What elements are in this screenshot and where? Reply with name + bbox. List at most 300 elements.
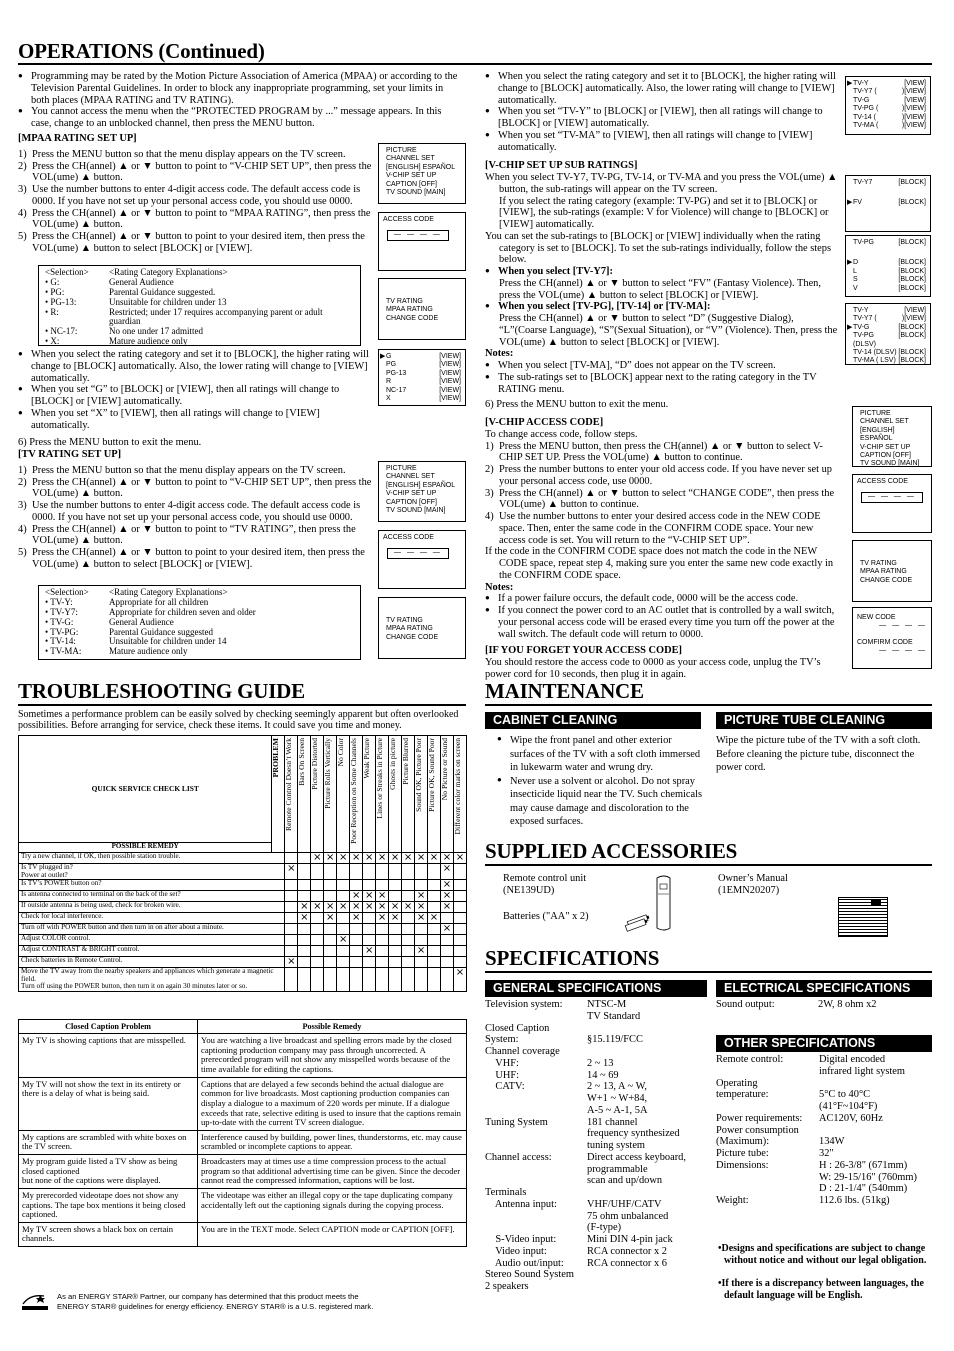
empty-cell — [376, 946, 389, 957]
remedy-text: Adjust CONTRAST & BRIGHT control. — [19, 946, 285, 957]
rating-status: [VIEW] — [904, 307, 926, 314]
picture-tube-bar: PICTURE TUBE CLEANING — [716, 712, 932, 729]
remedy-row — [19, 935, 467, 946]
new-code-dashes: — — — — — [879, 622, 927, 630]
step-number: 4) — [18, 523, 27, 535]
step-number: 1) — [485, 440, 494, 452]
check-mark-icon: × — [350, 913, 363, 924]
check-mark-icon: × — [453, 968, 466, 992]
empty-cell — [415, 968, 428, 992]
cabinet-cleaning-bar: CABINET CLEANING — [485, 712, 701, 729]
check-mark-icon: × — [350, 891, 363, 902]
check-mark-icon: × — [402, 853, 415, 864]
cc-problem: My TV screen shows a black box on certain channels. — [19, 1222, 198, 1246]
empty-cell — [311, 946, 324, 957]
empty-cell — [298, 880, 311, 891]
rating-name: TV-Y — [853, 80, 869, 87]
empty-cell — [428, 891, 441, 902]
cc-header-remedy: Possible Remedy — [198, 1020, 467, 1034]
empty-cell — [389, 880, 402, 891]
step-text: Press the CH(annel) ▲ or ▼ button to point to “MPAA RATING”, then press the VOL(ume) ▲ button. — [32, 207, 371, 231]
remedy-row — [19, 891, 467, 902]
access-code-dashes: — — — — — [387, 230, 449, 240]
rating-name: R — [386, 378, 392, 386]
check-mark-icon: × — [350, 902, 363, 913]
problem-column-header — [298, 736, 311, 853]
rating-status: [BLOCK] — [898, 323, 926, 331]
step-number: 4) — [18, 207, 27, 219]
empty-cell — [428, 968, 441, 992]
empty-cell — [285, 853, 298, 864]
empty-cell — [415, 880, 428, 891]
rating-status: )[VIEW] — [901, 105, 926, 113]
selection-code: • TV-MA: — [45, 646, 82, 657]
empty-cell — [389, 957, 402, 968]
remedy-text: Try a new channel, if OK, then possible station trouble. — [19, 853, 285, 864]
step-4 — [485, 511, 839, 546]
rating-line — [850, 307, 926, 315]
empty-cell — [324, 946, 337, 957]
cc-remedy: Interference caused by building, power lines, thunderstorms, etc. may cause scrambled or incomplete captions to appear. — [198, 1130, 467, 1154]
selection-code: • PG: — [45, 286, 65, 297]
problem-column-header — [363, 736, 376, 853]
menu-line: CAPTION [OFF] — [860, 451, 911, 459]
rating-status: [BLOCK] — [898, 348, 926, 356]
problem-name: Ghosts in picture — [388, 738, 398, 790]
cc-problem: My captions are scrambled with white boxes on the TV screen. — [19, 1130, 198, 1154]
check-mark-icon: × — [376, 891, 389, 902]
menu-line: PICTURE — [860, 410, 891, 417]
spec-value: RCA connector x 6 — [587, 1257, 667, 1269]
accessories-rule — [485, 864, 932, 866]
problem-name: Picture Rolls Vertically — [323, 738, 333, 809]
rating-status: [VIEW] — [904, 96, 926, 104]
check-mark-icon: × — [363, 891, 376, 902]
cc-problem: My program guide listed a TV show as being closed captioned but none of the captions were displayed. — [19, 1155, 198, 1189]
problem-name: Different color marks on screen — [452, 738, 462, 835]
step-5 — [18, 547, 374, 571]
rating-line — [380, 353, 461, 361]
remedy-text: Turn off with POWER button and then turn in on after about a minute. — [19, 924, 285, 935]
rating-status: [BLOCK] — [898, 276, 926, 284]
check-mark-icon: × — [453, 853, 466, 864]
empty-cell — [402, 913, 415, 924]
bullet-item: ● If a power failure occurs, the default code, 0000 will be the access code. — [485, 593, 839, 605]
spec-row — [485, 1269, 710, 1293]
problem-header — [272, 736, 285, 853]
problem-label: PROBLEM — [271, 738, 281, 778]
check-mark-icon: × — [324, 853, 337, 864]
rating-status: [BLOCK] — [898, 259, 926, 267]
manual-code: (1EMN20207) — [718, 885, 780, 896]
pointer-icon: ▶ — [847, 259, 853, 267]
empty-cell — [298, 957, 311, 968]
step-3 — [485, 488, 839, 512]
rating-name: PG — [386, 361, 397, 369]
specs-note-1: •Designs and specifications are subject to change without notice and without our legal obligation. — [718, 1243, 927, 1266]
empty-cell — [350, 880, 363, 891]
rating-name: TV-Y7 ( — [853, 315, 877, 323]
cabinet-cleaning-list — [497, 734, 703, 829]
empty-cell — [324, 891, 337, 902]
sub-ratings-p1: When you select TV-Y7, TV-PG, TV-14, or TV-MA and you press the VOL(ume) ▲ button, the sub-ratings will appear on the TV screen. — [485, 172, 838, 195]
step-5 — [18, 231, 374, 255]
step-4 — [18, 208, 374, 232]
troubleshooting-rule — [18, 704, 466, 706]
remedy-text: Check batteries in Remote Control. — [19, 957, 285, 968]
rating-line — [850, 276, 926, 284]
rating-line — [847, 80, 926, 88]
empty-cell — [428, 902, 441, 913]
empty-cell — [389, 864, 402, 880]
accessories-title: SUPPLIED ACCESSORIES — [485, 839, 738, 863]
right-exit-step: 6) Press the MENU button to exit the menu. — [485, 399, 669, 411]
rating-line — [847, 259, 926, 267]
other-specs-list — [716, 1054, 932, 1207]
selection-explanation: Unsuitable for children under 14 — [109, 636, 227, 647]
rating-name: TV-Y — [853, 307, 869, 314]
empty-cell — [389, 924, 402, 935]
empty-cell — [311, 968, 324, 992]
check-mark-icon: × — [298, 913, 311, 924]
spec-label: S-Video input: — [485, 1234, 557, 1245]
step-text: Press the MENU button so that the menu display appears on the TV screen. — [32, 148, 346, 160]
check-mark-icon: × — [402, 902, 415, 913]
step-number: 5) — [18, 231, 27, 242]
problem-name: Poor Reception on Some Channels — [349, 738, 359, 844]
selection-explanation: Mature audience only — [109, 336, 188, 347]
bullet-item: ● When you select the rating category and set it to [BLOCK], the higher rating will change to [BLOCK] automatically. Also, the lower rating will change to [VIEW] automatically. — [485, 71, 839, 106]
rating-name: TV-14 ( — [853, 113, 876, 121]
rating-name: PG-13 — [386, 369, 407, 377]
empty-cell — [389, 968, 402, 992]
empty-cell — [363, 913, 376, 924]
menu-line: CHANNEL SET — [386, 473, 435, 481]
selection-code: • TV-Y: — [45, 596, 73, 607]
step-1 — [485, 441, 839, 465]
rating-status: [BLOCK] — [898, 199, 926, 207]
rating-status: [BLOCK] — [898, 332, 926, 340]
mpaa-list-screen — [378, 349, 466, 406]
rating-name: L — [853, 267, 857, 275]
problem-column-header — [428, 736, 441, 853]
notes-label-2: Notes: — [485, 581, 514, 593]
rating-name: FV — [853, 199, 862, 207]
bullet-item: ● When you set “TV-Y” to [BLOCK] or [VIEW], then all ratings will change to [BLOCK] or [VIEW] automatically. — [485, 106, 839, 130]
problem-column-header — [311, 736, 324, 853]
rating-name: TV-14 (DLSV) — [853, 348, 897, 356]
rating-name: TV-MA ( — [853, 121, 879, 129]
spec-value: 112.6 lbs. (51kg) — [819, 1195, 890, 1206]
problem-column-header — [337, 736, 350, 853]
rating-status: [VIEW] — [439, 353, 461, 360]
pointer-icon: ▶ — [847, 323, 853, 331]
cc-row — [19, 1130, 467, 1154]
rating-line — [850, 88, 926, 96]
y7-text: Press the CH(annel) ▲ or ▼ button to select “FV” (Fantasy Violence). Then, press the VOL(ume) ▲ button to select [BLOCK] or [VIEW]. — [499, 277, 821, 301]
empty-cell — [428, 880, 441, 891]
check-mark-icon: × — [350, 853, 363, 864]
check-mark-icon: × — [337, 853, 350, 864]
empty-cell — [298, 891, 311, 902]
sub-ratings-heading: [V-CHIP SET UP SUB RATINGS] — [485, 160, 638, 172]
spec-label: CATV: — [485, 1081, 525, 1093]
energy-star-logo — [20, 1292, 50, 1312]
rating-name: TV-PG — [853, 239, 875, 246]
pointer-icon: ▶ — [847, 199, 853, 207]
mpaa-steps — [18, 149, 374, 255]
empty-cell — [428, 957, 441, 968]
rating-status: [VIEW] — [439, 378, 461, 386]
spec-label: Tuning System — [485, 1116, 548, 1128]
spec-label: Sound output: — [716, 999, 775, 1010]
menu-line: [ENGLISH] ESPAÑOL — [386, 163, 456, 171]
empty-cell — [337, 957, 350, 968]
menu-line: [ENGLISH] ESPAÑOL — [386, 481, 456, 489]
check-mark-icon: × — [363, 902, 376, 913]
electrical-specs-bar: ELECTRICAL SPECIFICATIONS — [716, 980, 932, 997]
selection-code: • R: — [45, 306, 59, 317]
check-mark-icon: × — [415, 891, 428, 902]
bullet-item: ● The sub-ratings set to [BLOCK] appear next to the rating category in the TV RATING menu. — [485, 372, 839, 396]
empty-cell — [376, 864, 389, 880]
spacer — [857, 544, 927, 560]
cc-header-problem: Closed Caption Problem — [19, 1020, 198, 1034]
spec-label: Television system: — [485, 999, 563, 1010]
spec-label: VHF: — [485, 1057, 519, 1069]
tv-rating-section — [18, 449, 374, 571]
closed-caption-table — [18, 1019, 467, 1247]
empty-cell — [402, 968, 415, 992]
spec-label: Dimensions: — [716, 1159, 769, 1171]
vchip-screen-code — [852, 540, 932, 602]
empty-cell — [285, 902, 298, 913]
selection-row — [45, 647, 354, 657]
pg-heading: ● When you select [TV-PG], [TV-14] or [TV-MA]: — [485, 301, 839, 313]
empty-cell — [337, 891, 350, 902]
other-specs-bar: OTHER SPECIFICATIONS — [716, 1035, 932, 1052]
empty-cell — [453, 864, 466, 880]
explanation-header: <Rating Category Explanations> — [109, 267, 228, 277]
tv-selection-table — [38, 585, 361, 660]
rating-name: G — [386, 353, 392, 360]
cc-row — [19, 1034, 467, 1078]
spec-value: 2 ~ 13 — [587, 1057, 614, 1069]
check-mark-icon: × — [285, 864, 298, 880]
spec-row — [485, 1058, 710, 1070]
vchip-line: MPAA RATING — [386, 625, 433, 633]
empty-cell — [415, 864, 428, 880]
step-2 — [485, 464, 839, 488]
spec-label: Closed Caption System: — [485, 1022, 550, 1046]
check-mark-icon: × — [363, 946, 376, 957]
intro-bullet-2: ● You cannot access the menu when the “PROTECTED PROGRAM by ...” message appears. In this case, change to an unblocked channel, then press the MENU button. — [18, 106, 462, 130]
rating-name: TV-G — [853, 96, 870, 104]
menu-screen — [378, 143, 466, 204]
tv-block-screen — [845, 303, 931, 365]
vchip-line: MPAA RATING — [860, 568, 907, 576]
step-number: 2) — [485, 464, 494, 475]
access-code-screen — [378, 212, 466, 271]
spec-value: AC120V, 60Hz — [819, 1112, 883, 1124]
spec-label: Picture tube: — [716, 1148, 769, 1159]
spacer — [383, 282, 461, 298]
empty-cell — [376, 924, 389, 935]
check-mark-icon: × — [440, 902, 453, 913]
rating-status: )[VIEW] — [901, 88, 926, 96]
spec-row — [485, 1070, 710, 1082]
remote-batteries-icon — [624, 874, 684, 936]
cc-remedy: Captions that are delayed a few seconds behind the actual dialogue are common for live broadcasts. Most captioning production companies can display a dialogue to a maximum of 220 words per minute. If a dialogue exceeds that rate, selective editing is used to insure that the captions remain up-to-date with the current TV screen dialogue. — [198, 1077, 467, 1130]
empty-cell — [298, 924, 311, 935]
remedy-row — [19, 913, 467, 924]
access-code-label: ACCESS CODE — [857, 478, 908, 485]
bullet-item: ● Wipe the front panel and other exterior surfaces of the TV with a soft cloth immersed in lukewarm water and wrung dry. — [497, 734, 703, 775]
spec-row — [485, 1199, 710, 1234]
empty-cell — [440, 957, 453, 968]
spec-label: Power consumption (Maximum): — [716, 1124, 799, 1148]
selection-explanation: General Audience — [109, 616, 174, 627]
empty-cell — [389, 935, 402, 946]
confirm-code-dashes: — — — — — [879, 647, 927, 655]
step-2 — [18, 477, 374, 501]
access-code-dashes: — — — — — [387, 548, 449, 558]
rating-line — [383, 395, 461, 403]
step-number: 3) — [18, 500, 27, 511]
y7-heading: ● When you select [TV-Y7]: — [485, 266, 839, 278]
vchip-line: TV RATING — [860, 560, 897, 567]
maintenance-title: MAINTENANCE — [485, 679, 644, 703]
spec-value: Mini DIN 4-pin jack — [587, 1234, 673, 1245]
specs-note-2: •If there is a discrepancy between languages, the default language will be English. — [718, 1278, 924, 1301]
vchip-line: CHANGE CODE — [386, 633, 439, 641]
spec-row — [716, 999, 932, 1011]
empty-cell — [311, 891, 324, 902]
step-text: Use the number buttons to enter your desired access code in the NEW CODE space. Then, enter the same code in the CONFIRM CODE space. Your new access code is set. You will return to the “V-CHIP SET UP”. — [499, 511, 821, 546]
spec-label: UHF: — [485, 1069, 520, 1081]
problem-name: No Color — [336, 738, 346, 767]
problem-column-header — [389, 736, 402, 853]
check-mark-icon: × — [389, 902, 402, 913]
forget-heading: [IF YOU FORGET YOUR ACCESS CODE] — [485, 645, 682, 657]
check-mark-icon: × — [311, 902, 324, 913]
step-1 — [18, 149, 374, 161]
check-mark-icon: × — [440, 924, 453, 935]
specifications-title: SPECIFICATIONS — [485, 946, 660, 970]
batteries-label: Batteries ("AA" x 2) — [503, 911, 589, 922]
cc-row — [19, 1155, 467, 1189]
empty-cell — [337, 968, 350, 992]
mpaa-section — [18, 133, 374, 255]
spec-value: 32" — [819, 1148, 834, 1159]
check-mark-icon: × — [440, 891, 453, 902]
rating-status: [BLOCK] — [898, 284, 926, 292]
problem-name: Lines or Streaks in Picture — [375, 738, 385, 819]
empty-cell — [389, 891, 402, 902]
empty-cell — [376, 968, 389, 992]
pointer-icon: ▶ — [847, 80, 853, 87]
confirm-code-label: COMFIRM CODE — [857, 638, 913, 646]
menu-line: TV SOUND [MAIN] — [386, 188, 446, 196]
spec-row — [485, 1234, 710, 1246]
empty-cell — [428, 924, 441, 935]
problem-column-header — [285, 736, 298, 853]
check-mark-icon: × — [337, 902, 350, 913]
rating-status: [BLOCK] — [898, 357, 926, 365]
spec-row — [485, 999, 710, 1023]
remedy-text: Move the TV away from the nearby speakers and appliances which generate a magnetic field. Turn off using the POWER button, then turn it on again 30 minutes later or so. — [19, 968, 285, 992]
rating-line — [847, 199, 926, 207]
access-code-screen-2 — [378, 530, 466, 589]
empty-cell — [415, 935, 428, 946]
spec-row — [485, 1117, 710, 1152]
energy-star-text: As an ENERGY STAR® Partner, our company has determined that this product meets the ENERGY STAR® guidelines for energy efficiency. ENERGY STAR® is a U.S. registered mark. — [57, 1292, 374, 1311]
spec-row — [485, 1081, 710, 1116]
cc-problem: My TV will not show the text in its entirety or there is a delay of what is being said. — [19, 1077, 198, 1130]
empty-cell — [350, 957, 363, 968]
remote-label: Remote control unit — [503, 873, 587, 884]
empty-cell — [285, 946, 298, 957]
general-specs-bar: GENERAL SPECIFICATIONS — [485, 980, 707, 997]
step-text: Use the number buttons to enter 4-digit access code. The default access code is 0000. If you have not set up your personal access code, you should use 0000. — [32, 500, 361, 523]
selection-code: • X: — [45, 336, 60, 347]
problem-name: Picture Distorted — [310, 738, 320, 790]
bullet-item: ● If you connect the power cord to an AC outlet that is controlled by a wall switch, your personal access code will be erased every time you turn off the power at the wall switch. The default code will return to 0000. — [485, 605, 839, 640]
step-text: Press the CH(annel) ▲ or ▼ button to point to “V-CHIP SET UP”, then press the VOL(ume) ▲ button. — [32, 160, 372, 184]
remedy-text: Is TV plugged in? Power at outlet? — [19, 864, 285, 880]
spec-label: Video input: — [485, 1245, 547, 1257]
empty-cell — [453, 935, 466, 946]
step-number: 3) — [18, 184, 27, 195]
selection-header: <Selection> — [45, 267, 89, 277]
vchip-line: CHANGE CODE — [386, 314, 439, 322]
step-text: Press the CH(annel) ▲ or ▼ button to point to “V-CHIP SET UP”, then press the VOL(ume) ▲ button. — [32, 476, 372, 500]
rating-line — [850, 114, 926, 122]
empty-cell — [363, 864, 376, 880]
cc-problem: My TV is showing captions that are misspelled. — [19, 1034, 198, 1078]
remedy-text: If outside antenna is being used, check for broken wire. — [19, 902, 285, 913]
bullet-item: ● When you set “X” to [VIEW], then all ratings will change to [VIEW] automatically. — [18, 408, 374, 432]
selection-row — [45, 637, 354, 647]
empty-cell — [440, 935, 453, 946]
remedy-row — [19, 902, 467, 913]
remedy-text: Adjust COLOR control. — [19, 935, 285, 946]
problem-name: Remote Control Doesn’t Work — [284, 738, 294, 831]
empty-cell — [298, 968, 311, 992]
remedy-row — [19, 957, 467, 968]
sub-ratings-p2: If you select the rating category (example: TV-PG) and set it to [BLOCK] or [VIEW], the sub-ratings (example: V for Violence) will change to [BLOCK] or [VIEW] automatically. — [499, 195, 829, 230]
rating-name: TV-Y7 ( — [853, 88, 877, 96]
empty-cell — [363, 880, 376, 891]
rating-status: )[VIEW] — [901, 121, 926, 129]
empty-cell — [453, 957, 466, 968]
check-mark-icon: × — [389, 913, 402, 924]
selection-explanation: General Audience — [109, 276, 174, 287]
cc-row — [19, 1222, 467, 1246]
problem-column-header — [415, 736, 428, 853]
step-number: 2) — [18, 160, 27, 172]
problem-name: Weak Picture — [362, 738, 372, 779]
picture-tube-text: Wipe the picture tube of the TV with a soft cloth. Before cleaning the picture tube, disconnect the power cord. — [716, 735, 921, 774]
step-number: 3) — [485, 487, 494, 499]
mpaa-selection-table — [38, 265, 361, 346]
selection-row — [45, 337, 354, 347]
empty-cell — [402, 864, 415, 880]
empty-cell — [350, 946, 363, 957]
problem-name: Picture OK, Sound Poor — [427, 738, 437, 812]
access-code-intro: To change access code, follow steps. — [485, 428, 638, 440]
spec-value: Direct access keyboard, programmable scan and up/down — [587, 1151, 686, 1187]
